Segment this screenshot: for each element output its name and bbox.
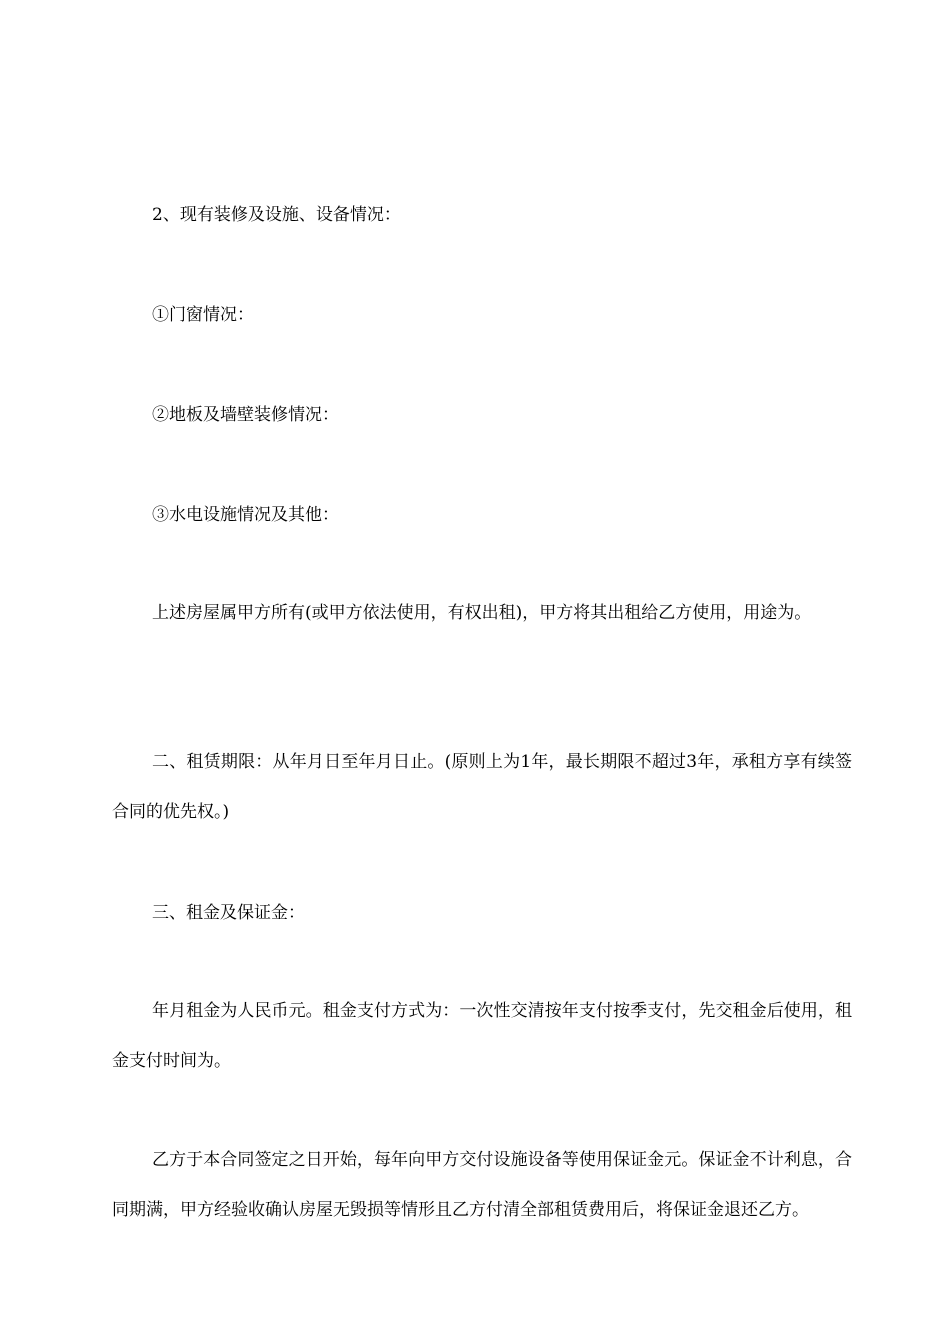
paragraph-rent-deposit-heading: 三、租金及保证金： [152, 903, 305, 923]
paragraph-floor-walls: ②地板及墙壁装修情况： [152, 405, 339, 425]
paragraph-doors-windows: ①门窗情况： [152, 305, 254, 325]
paragraph-ownership-usage: 上述房屋属甲方所有(或甲方依法使用，有权出租)，甲方将其出租给乙方使用，用途为。 [152, 603, 812, 623]
paragraph-deposit-terms: 乙方于本合同签定之日开始，每年向甲方交付设施设备等使用保证金元。保证金不计利息，合同期满，甲方经验收确认房屋无毁损等情形且乙方付清全部租赁费用后，将保证金退还乙方。 [112, 1150, 852, 1220]
paragraph-rent-payment: 年月租金为人民币元。租金支付方式为：一次性交清按年支付按季支付，先交租金后使用，租金支付时间为。 [112, 1001, 852, 1071]
paragraph-water-electric: ③水电设施情况及其他： [152, 505, 339, 525]
paragraph-facilities-heading: 2、现有装修及设施、设备情况： [152, 205, 401, 225]
paragraph-lease-term: 二、租赁期限：从年月日至年月日止。(原则上为1年，最长期限不超过3年，承租方享有续签合同的优先权。) [112, 752, 852, 822]
